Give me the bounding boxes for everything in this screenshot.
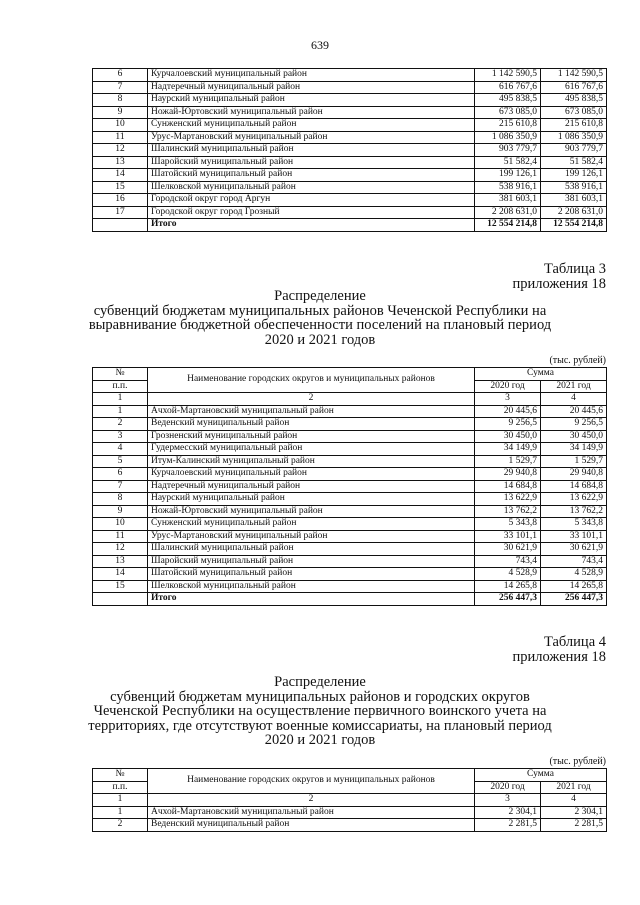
row-number: 16 xyxy=(93,194,148,207)
row-number: 6 xyxy=(93,468,148,481)
table3-title-line4: 2020 и 2021 годов xyxy=(264,331,376,348)
table-row xyxy=(93,144,607,157)
row-name: Итум-Калинский муниципальный район xyxy=(148,455,475,468)
row-name: Сунженский муниципальный район xyxy=(148,119,475,132)
row-value-2021: 673 085,0 xyxy=(541,106,607,119)
row-name: Шалинский муниципальный район xyxy=(148,144,475,157)
row-value-2020: 13 622,9 xyxy=(475,493,541,506)
row-value-2020: 1 086 350,9 xyxy=(475,131,541,144)
table-row xyxy=(93,518,607,531)
table3-header-sum: Сумма xyxy=(475,368,607,381)
row-number: 14 xyxy=(93,568,148,581)
row-value-2021: 381 603,1 xyxy=(541,194,607,207)
row-number: 17 xyxy=(93,206,148,219)
table4-colnum-3: 3 xyxy=(475,794,541,807)
row-number: 8 xyxy=(93,94,148,107)
table4-colnum-2: 2 xyxy=(148,794,475,807)
row-value-2020: 616 767,6 xyxy=(475,81,541,94)
row-number xyxy=(93,219,148,232)
row-name: Наурский муниципальный район xyxy=(148,94,475,107)
row-name: Урус-Мартановский муниципальный район xyxy=(148,131,475,144)
total-row xyxy=(93,593,607,606)
table-row xyxy=(93,505,607,518)
row-number: 10 xyxy=(93,119,148,132)
table4-unit: (тыс. рублей) xyxy=(549,756,606,767)
row-value-2020: 2 208 631,0 xyxy=(475,206,541,219)
table4-title-line2: субвенций бюджетам муниципальных районов и городских округов xyxy=(110,688,530,705)
row-value-2021: 1 529,7 xyxy=(541,455,607,468)
table4 xyxy=(92,768,607,832)
row-number: 7 xyxy=(93,81,148,94)
table4-header-sum: Сумма xyxy=(475,769,607,782)
row-name: Курчалоевский муниципальный район xyxy=(148,468,475,481)
row-value-2021: 616 767,6 xyxy=(541,81,607,94)
table-row xyxy=(93,106,607,119)
row-value-2020: 5 343,8 xyxy=(475,518,541,531)
row-value-2020: 1 142 590,5 xyxy=(475,69,541,82)
row-value-2021: 1 142 590,5 xyxy=(541,69,607,82)
row-value-2020: 256 447,3 xyxy=(475,593,541,606)
table-row xyxy=(93,555,607,568)
row-value-2021: 14 265,8 xyxy=(541,580,607,593)
row-value-2020: 13 762,2 xyxy=(475,505,541,518)
row-value-2021: 215 610,8 xyxy=(541,119,607,132)
row-value-2020: 381 603,1 xyxy=(475,194,541,207)
table4-colnum-1: 1 xyxy=(93,794,148,807)
row-value-2021: 29 940,8 xyxy=(541,468,607,481)
row-number: 15 xyxy=(93,580,148,593)
row-number: 12 xyxy=(93,543,148,556)
table-row xyxy=(93,131,607,144)
table3-title-line1: Распределение xyxy=(274,288,366,304)
table4-header-name: Наименование городских округов и муниципальных районов xyxy=(148,769,475,794)
row-name: Надтеречный муниципальный район xyxy=(148,480,475,493)
row-value-2020: 51 582,4 xyxy=(475,156,541,169)
row-name: Урус-Мартановский муниципальный район xyxy=(148,530,475,543)
row-name: Сунженский муниципальный район xyxy=(148,518,475,531)
row-number xyxy=(93,593,148,606)
table4-title-line5: 2020 и 2021 годов xyxy=(264,732,376,748)
row-number: 4 xyxy=(93,443,148,456)
table4-title xyxy=(0,675,640,748)
row-name: Итого xyxy=(148,219,475,232)
row-number: 2 xyxy=(93,418,148,431)
row-value-2021: 13 622,9 xyxy=(541,493,607,506)
row-value-2020: 2 281,5 xyxy=(475,819,541,832)
row-name: Городской округ город Грозный xyxy=(148,206,475,219)
row-name: Ножай-Юртовский муниципальный район xyxy=(148,505,475,518)
row-value-2021: 199 126,1 xyxy=(541,169,607,182)
table4-title-line3: Чеченской Республики на осуществление первичного воинского учета на xyxy=(93,703,547,719)
row-number: 14 xyxy=(93,169,148,182)
table3-caption-line1: Таблица 3 xyxy=(543,261,606,277)
row-name: Шатойский муниципальный район xyxy=(148,169,475,182)
table-row xyxy=(93,530,607,543)
table4-caption-line2: приложения 18 xyxy=(512,649,606,665)
table4-header-2021: 2021 год xyxy=(541,781,607,794)
row-value-2021: 743,4 xyxy=(541,555,607,568)
row-name: Ачхой-Мартановский муниципальный район xyxy=(148,405,475,418)
row-name: Наурский муниципальный район xyxy=(148,493,475,506)
table3-colnum-4: 4 xyxy=(541,393,607,406)
row-value-2021: 9 256,5 xyxy=(541,418,607,431)
table-row xyxy=(93,206,607,219)
table-row xyxy=(93,430,607,443)
row-name: Итого xyxy=(148,593,475,606)
table-previous-continuation xyxy=(92,68,607,232)
table4-title-line4: территориях, где отсутствуют военные комиссариаты, на плановый период xyxy=(88,717,552,734)
row-number: 5 xyxy=(93,455,148,468)
row-value-2020: 14 265,8 xyxy=(475,580,541,593)
row-value-2021: 14 684,8 xyxy=(541,480,607,493)
page-number: 639 xyxy=(311,38,329,52)
table3-header-num: № xyxy=(93,368,148,381)
row-number: 10 xyxy=(93,518,148,531)
row-number: 11 xyxy=(93,131,148,144)
row-value-2020: 30 450,0 xyxy=(475,430,541,443)
row-value-2021: 5 343,8 xyxy=(541,518,607,531)
table4-caption-line1: Таблица 4 xyxy=(543,634,606,650)
row-value-2021: 495 838,5 xyxy=(541,94,607,107)
row-value-2020: 538 916,1 xyxy=(475,181,541,194)
row-value-2021: 2 281,5 xyxy=(541,819,607,832)
row-number: 15 xyxy=(93,181,148,194)
row-name: Веденский муниципальный район xyxy=(148,418,475,431)
table3-caption-line2: приложения 18 xyxy=(512,276,606,292)
row-value-2020: 29 940,8 xyxy=(475,468,541,481)
row-number: 7 xyxy=(93,480,148,493)
total-row xyxy=(93,219,607,232)
row-value-2021: 30 621,9 xyxy=(541,543,607,556)
row-value-2020: 903 779,7 xyxy=(475,144,541,157)
row-value-2020: 743,4 xyxy=(475,555,541,568)
row-name: Курчалоевский муниципальный район xyxy=(148,69,475,82)
table3-colnum-1: 1 xyxy=(93,393,148,406)
row-number: 13 xyxy=(93,156,148,169)
row-name: Шелковской муниципальный район xyxy=(148,580,475,593)
table4-colnum-4: 4 xyxy=(541,794,607,807)
row-value-2020: 673 085,0 xyxy=(475,106,541,119)
row-value-2020: 14 684,8 xyxy=(475,480,541,493)
table3-caption xyxy=(513,262,606,292)
row-value-2021: 30 450,0 xyxy=(541,430,607,443)
row-name: Ножай-Юртовский муниципальный район xyxy=(148,106,475,119)
table4-caption xyxy=(513,635,606,665)
row-value-2020: 12 554 214,8 xyxy=(475,219,541,232)
table-row xyxy=(93,480,607,493)
table-row xyxy=(93,94,607,107)
row-value-2020: 199 126,1 xyxy=(475,169,541,182)
row-value-2021: 4 528,9 xyxy=(541,568,607,581)
row-value-2021: 2 304,1 xyxy=(541,806,607,819)
row-number: 11 xyxy=(93,530,148,543)
table3-header-num2: п.п. xyxy=(93,380,148,393)
table-row xyxy=(93,81,607,94)
row-value-2020: 1 529,7 xyxy=(475,455,541,468)
table-row xyxy=(93,418,607,431)
row-number: 1 xyxy=(93,806,148,819)
row-value-2021: 2 208 631,0 xyxy=(541,206,607,219)
row-value-2021: 256 447,3 xyxy=(541,593,607,606)
row-name: Шалинский муниципальный район xyxy=(148,543,475,556)
table3 xyxy=(92,367,607,606)
row-value-2020: 34 149,9 xyxy=(475,443,541,456)
row-value-2021: 903 779,7 xyxy=(541,144,607,157)
row-value-2020: 9 256,5 xyxy=(475,418,541,431)
row-value-2021: 51 582,4 xyxy=(541,156,607,169)
table-row xyxy=(93,455,607,468)
table3-header-2020: 2020 год xyxy=(475,380,541,393)
row-number: 2 xyxy=(93,819,148,832)
row-name: Шелковской муниципальный район xyxy=(148,181,475,194)
row-name: Надтеречный муниципальный район xyxy=(148,81,475,94)
table-row xyxy=(93,568,607,581)
row-value-2020: 20 445,6 xyxy=(475,405,541,418)
table-row xyxy=(93,119,607,132)
table3-unit: (тыс. рублей) xyxy=(549,355,606,366)
row-value-2021: 33 101,1 xyxy=(541,530,607,543)
row-number: 8 xyxy=(93,493,148,506)
row-name: Городской округ город Аргун xyxy=(148,194,475,207)
table-row xyxy=(93,543,607,556)
table-row xyxy=(93,819,607,832)
row-value-2020: 495 838,5 xyxy=(475,94,541,107)
row-number: 6 xyxy=(93,69,148,82)
table3-header-name: Наименование городских округов и муниципальных районов xyxy=(148,368,475,393)
table4-header-2020: 2020 год xyxy=(475,781,541,794)
row-value-2020: 215 610,8 xyxy=(475,119,541,132)
table-row xyxy=(93,443,607,456)
row-number: 12 xyxy=(93,144,148,157)
row-name: Шатойский муниципальный район xyxy=(148,568,475,581)
table-row xyxy=(93,806,607,819)
table-row xyxy=(93,405,607,418)
row-name: Шаройский муниципальный район xyxy=(148,156,475,169)
row-value-2020: 33 101,1 xyxy=(475,530,541,543)
row-value-2021: 1 086 350,9 xyxy=(541,131,607,144)
row-name: Ачхой-Мартановский муниципальный район xyxy=(148,806,475,819)
row-value-2021: 34 149,9 xyxy=(541,443,607,456)
table-row xyxy=(93,156,607,169)
table4-header-num2: п.п. xyxy=(93,781,148,794)
row-value-2021: 12 554 214,8 xyxy=(541,219,607,232)
table-row xyxy=(93,493,607,506)
table3-header-2021: 2021 год xyxy=(541,380,607,393)
row-value-2020: 30 621,9 xyxy=(475,543,541,556)
row-number: 3 xyxy=(93,430,148,443)
row-value-2021: 13 762,2 xyxy=(541,505,607,518)
row-name: Гудермесский муниципальный район xyxy=(148,443,475,456)
row-name: Шаройский муниципальный район xyxy=(148,555,475,568)
table-row xyxy=(93,468,607,481)
row-name: Грозненский муниципальный район xyxy=(148,430,475,443)
table3-title-line3: выравнивание бюджетной обеспеченности поселений на плановый период xyxy=(88,317,552,333)
table-row xyxy=(93,194,607,207)
row-number: 9 xyxy=(93,505,148,518)
table-row xyxy=(93,181,607,194)
row-value-2021: 538 916,1 xyxy=(541,181,607,194)
table-row xyxy=(93,69,607,82)
table3-colnum-2: 2 xyxy=(148,393,475,406)
table4-title-line1: Распределение xyxy=(274,674,366,690)
row-number: 1 xyxy=(93,405,148,418)
row-value-2020: 4 528,9 xyxy=(475,568,541,581)
table-row xyxy=(93,169,607,182)
table3-colnum-3: 3 xyxy=(475,393,541,406)
row-number: 13 xyxy=(93,555,148,568)
table3-title xyxy=(0,289,640,347)
row-value-2020: 2 304,1 xyxy=(475,806,541,819)
table4-header-num: № xyxy=(93,769,148,782)
table-row xyxy=(93,580,607,593)
row-name: Веденский муниципальный район xyxy=(148,819,475,832)
row-number: 9 xyxy=(93,106,148,119)
row-value-2021: 20 445,6 xyxy=(541,405,607,418)
table3-title-line2: субвенций бюджетам муниципальных районов Чеченской Республики на xyxy=(93,302,547,319)
